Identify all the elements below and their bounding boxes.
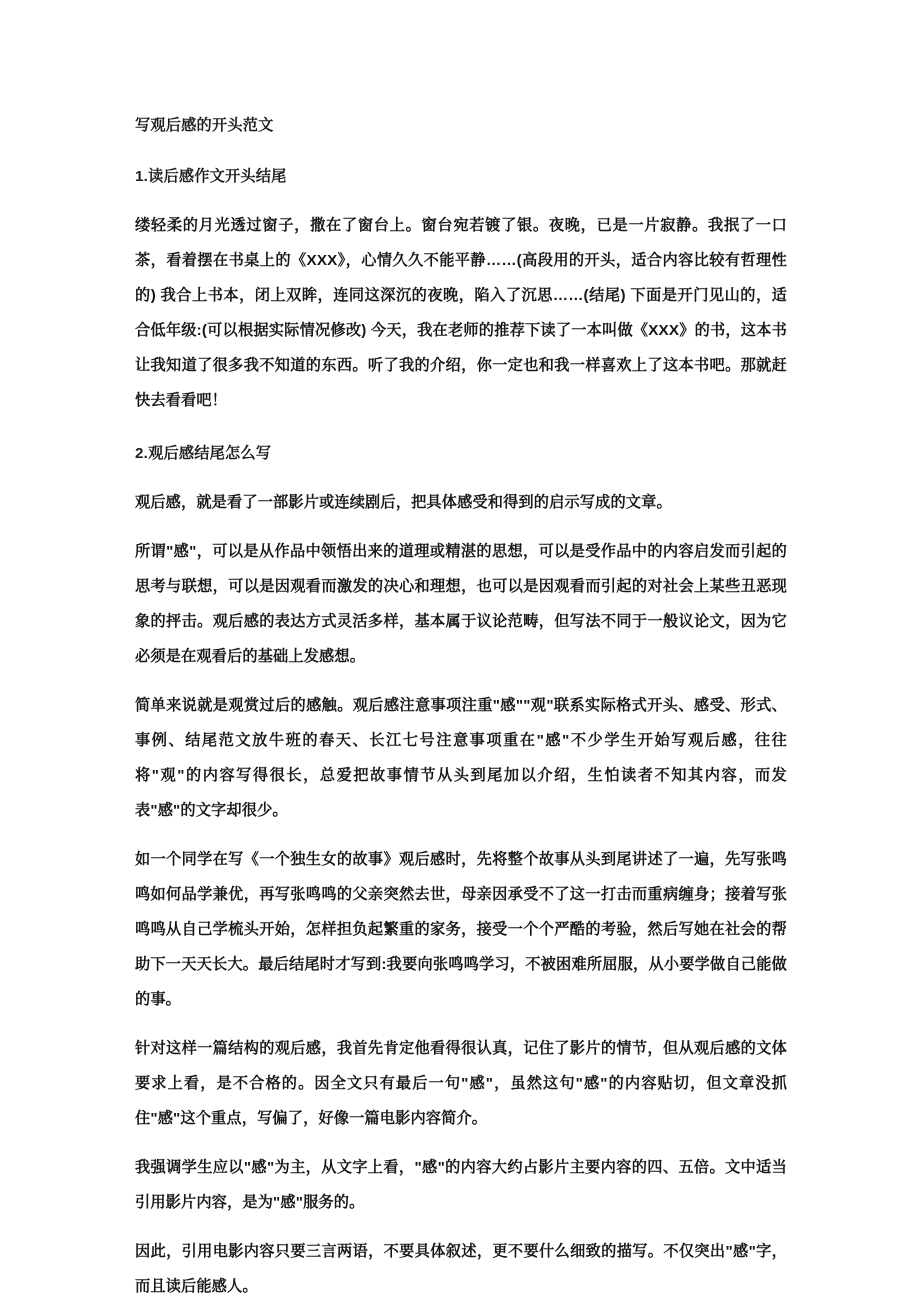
paragraph-2-5: 针对这样一篇结构的观后感，我首先肯定他看得很认真，记住了影片的情节，但从观后感的文体要求上看，是不合格的。因全文只有最后一句"感"，虽然这句"感"的内容贴切，但文章没抓住"感"这个重点，写偏了，好像一篇电影内容简介。 bbox=[135, 1040, 787, 1127]
paragraph-2-3: 简单来说就是观赏过后的感触。观后感注意事项注重"感""观"联系实际格式开头、感受、形式、事例、结尾范文放牛班的春天、长江七号注意事项重在"感"不少学生开始写观后感，往往将"观"的内容写得很长，总爱把故事情节从头到尾加以介绍，生怕读者不知其内容，而发表"感"的文字却很少。 bbox=[135, 697, 787, 819]
section-heading-2: 2.观后感结尾怎么写 bbox=[135, 445, 272, 462]
page-title: 写观后感的开头范文 bbox=[135, 117, 274, 134]
section-heading-1: 1.读后感作文开头结尾 bbox=[135, 168, 287, 185]
paragraph-2-7: 因此，引用电影内容只要三言两语，不要具体叙述，更不要什么细致的描写。不仅突出"感"字，而且读后能感人。 bbox=[135, 1243, 787, 1295]
paragraph-2-4: 如一个同学在写《一个独生女的故事》观后感时，先将整个故事从头到尾讲述了一遍，先写张鸣鸣如何品学兼优，再写张鸣鸣的父亲突然去世，母亲因承受不了这一打击而重病缠身；接着写张鸣鸣从自己学梳头开始，怎样担负起繁重的家务，接受一个个严酷的考验，然后写她在社会的帮助下一天天长大。最后结尾时才写到:我要向张鸣鸣学习，不被困难所屈服，从小要学做自己能做的事。 bbox=[135, 851, 787, 1008]
paragraph-2-6: 我强调学生应以"感"为主，从文字上看，"感"的内容大约占影片主要内容的四、五倍。文中适当引用影片内容，是为"感"服务的。 bbox=[135, 1159, 787, 1211]
paragraph-1-1: 缕轻柔的月光透过窗子，撒在了窗台上。窗台宛若镀了银。夜晚，已是一片寂静。我抿了一口茶，看着摆在书桌上的《XXX》，心情久久不能平静……(高段用的开头，适合内容比较有哲理性的) 我合上书本，闭上双眸，连同这深沉的夜晚，陷入了沉思……(结尾) 下面是开门见山的，适合低年级:(可以根据实际情况修改) 今天，我在老师的推荐下读了一本叫做《XXX》的书，这本书让我知道了很多我不知道的东西。听了我的介绍，你一定也和我一样喜欢上了这本书吧。那就赶快去看看吧！ bbox=[135, 217, 787, 409]
paragraph-2-2: 所谓"感"，可以是从作品中领悟出来的道理或精湛的思想，可以是受作品中的内容启发而引起的思考与联想，可以是因观看而激发的决心和理想，也可以是因观看而引起的对社会上某些丑恶现象的抨击。观后感的表达方式灵活多样，基本属于议论范畴，但写法不同于一般议论文，因为它必须是在观看后的基础上发感想。 bbox=[135, 543, 787, 665]
page-canvas bbox=[8, 8, 912, 1295]
document-body bbox=[135, 108, 787, 1304]
paragraph-2-1: 观后感，就是看了一部影片或连续剧后，把具体感受和得到的启示写成的文章。 bbox=[135, 494, 672, 511]
